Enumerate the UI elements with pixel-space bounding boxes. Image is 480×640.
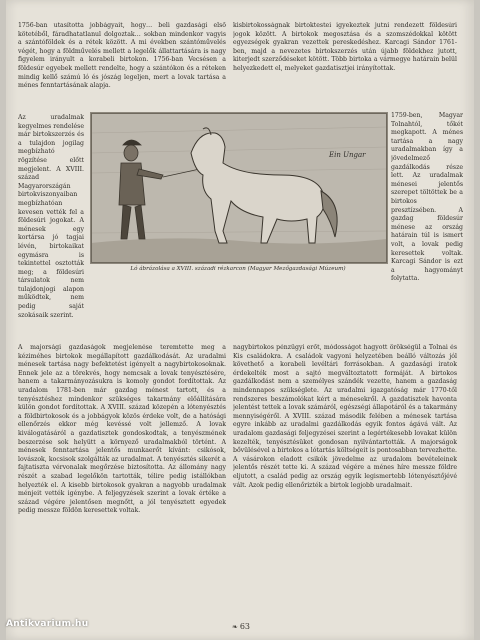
figure-caption: Ló ábrázolása a XVIII. századi rézkarcon (Magyar Mezőgazdasági Múzeum) <box>130 266 346 272</box>
horse-groom-engraving <box>91 113 387 263</box>
text-column-left-top <box>18 22 226 110</box>
paragraph: A majorsági gazdaságok megjelenése teremtette meg a kéziméhes birtokok megállapított gazdálkodását. Az uradalmi ménesek tartása nagy befektetést igényelt a nagybirtokosoknak. Ennek jele az a törekvés, hogy nemcsak a lovak tenyésztésére, hanem a takarmányozásukra is komoly gondot fordítottak. Az uradalom 1781-ben már gazdag ménest tartott, és a tenyésztéshez mindenkor szükséges takarmány előállítására külön gondot fordítottak. A XVIII. század közepén a lótenyésztés a földbirtokosok és a jobbágyok közös érdeke volt, de a hatósági ellenőrzés ekkor még kevéssé volt jellemző. A lovak kiválogatásáról a gazdatisztek gondoskodtak, a tenyészmének beszerzése sok helyütt a környező uradalmakból történt. A ménesek fenntartása jelentős munkaerőt kívánt: csikósok, lovászok, kocsisok szolgálták az uradalmat. A tenyésztés sikerét a fajtatiszta vérvonalak megőrzése biztosította. Az állomány nagy részét a szabad legelőkön tartották, télire pedig istállókban helyezték el. A kisebb birtokosok gyakran a nagyobb uradalmak ménjeit vették igénybe. A feljegyzések szerint a lovak értéke a század végére jelentősen megnőtt, a jól tenyésztett egyedek pedig messze földön keresettek voltak. <box>18 344 226 515</box>
paragraph: kisbirtokosságnak birtoktestei igyekeztek jutni rendezett földesúri jogok között. A birtokok megosztása és a szomszédokkal kötött egyezségek gyakran vezettek pereskedéshez. Karcagi Sándor 1761-ben, majd a nevezetes birtokszerzés után újabb földekhez jutott, kiterjedt szerződéseket kötött. Több birtoka a vármegye határain belül helyezkedett el, melyeket gazdatisztjei irányítottak. <box>233 22 457 72</box>
paragraph: 1759-ben, Magyar Tolnahtól, tőkét megkapott. A ménes tartása a nagy uradalmakban így a jövedelmező gazdálkodás része lett. Az uradalmak ménesei jelentős szerepet töltöttek be a birtokos presztízsében. A gazdag földesúr ménese az ország határain túl is ismert volt, a lovak pedig keresettek voltak. Karcagi Sándor is ezt a hagyományt folytatta. <box>391 112 463 283</box>
text-column-right-narrow <box>391 112 463 344</box>
paragraph: nagybirtokos pénzügyi erőt, módosságot hagyott örökségül a Tolnai és Kis családokra. A családok vagyoni helyzetében beálló változás jól követhető a korabeli levéltári forrásokban. A gazdasági iratok érdekelték most a sajtó megváltoztatott formáját. A birtokos gazdálkodást nem a személyes szándék vezette, hanem a gazdaság mindennapos szükséglete. Az uradalmi igazgatóság már 1770-től rendszeres beszámolókat kért a ménesekről. A gazdatisztek havonta jelentést tettek a lovak számáról, egészségi állapotáról és a takarmány mennyiségéről. A XVIII. század második felében a ménesek tartása egyre inkább az uradalmi gazdálkodás egyik fontos ágává vált. Az uradalom gazdasági feljegyzései szerint a legértékesebb lovakat külön kezelték, tenyésztésüket gondosan nyilvántartották. A majorságok bővülésével a birtokos a lótartás költségeit is pontosabban tervezhette. A vásárokon eladott csikók jövedelme az uradalom bevételeinek jelentős részét tette ki. A század végére a ménes híre messze földre eljutott, a család pedig az ország egyik legismertebb lótenyésztőjévé vált. Azok pedig ellenőrizték a birtok legjobb uradalmait. <box>233 344 457 489</box>
book-page <box>6 0 474 640</box>
text-column-left-bottom <box>18 344 226 612</box>
page-number-value: 63 <box>239 622 251 631</box>
watermark-logo: Antikvarium.hu <box>6 619 89 629</box>
paragraph: Az uradalmak kegyelmes rendelése már birtokszerzés és a tulajdon jogilag megbízható rögzítése előtt megjelent. A XVIII. század Magyarországán birtokviszonyaiban megbízhatóan kevesen vették fel a földesúri jogokat. A ménesek egy kortársa jó tagjai lévén, birtokaikat egymásra is tekintettel osztották meg; a földesúri társulatok nem tulajdonjogi alapon működtek, nem pedig saját szokásaik szerint. <box>18 114 84 319</box>
text-column-left-narrow <box>18 114 84 370</box>
text-column-right-top <box>233 22 457 108</box>
engraving-label: Ein Ungar <box>329 151 366 159</box>
engraving-figure <box>90 112 388 264</box>
paragraph: 1756-ban utasította jobbágyait, hogy… beli gazdasági első kötetéből, fáradhatatlanul dolgoztak… sokban mindenkor vagyis a szántóföldek és a rétek között. A mi években szántóművelés végét, hogy a földművelés mellett a legelők állattartására is nagy figyelem irányult a korabeli birtokon. 1756-ban Vecsésen a földesúr egyebek mellett rendelte, hogy a szántókon és a réteken mindig kellő számú ló és jószág legeljen, mert a lovak tartása a ménes fenntartásának alapja. <box>18 22 226 90</box>
ornament-icon: ❧ <box>231 623 238 631</box>
text-column-right-bottom <box>233 344 457 612</box>
